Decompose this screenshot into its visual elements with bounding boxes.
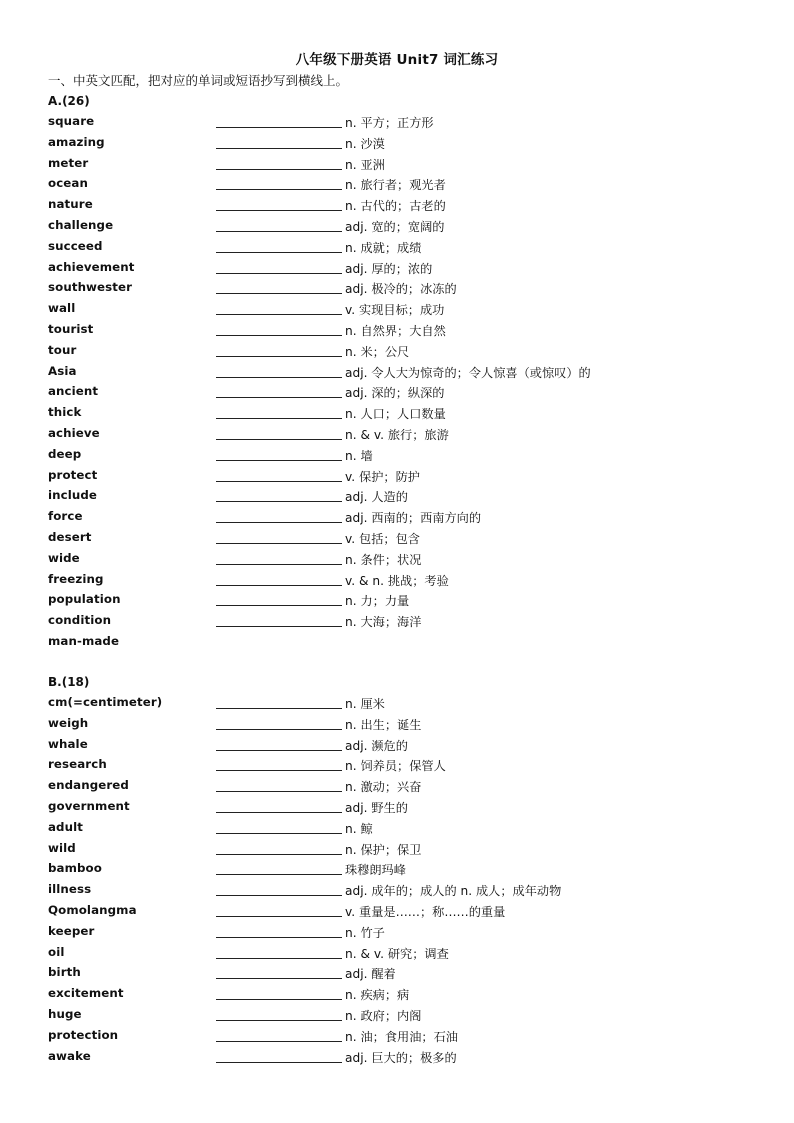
answer-blank[interactable]: [216, 585, 342, 586]
answer-blank[interactable]: [216, 812, 342, 813]
vocab-word: illness: [48, 882, 92, 897]
answer-blank[interactable]: [216, 564, 342, 565]
answer-blank[interactable]: [216, 750, 342, 751]
answer-blank[interactable]: [216, 1020, 342, 1021]
vocab-meaning: adj. 极冷的；冰冻的: [345, 282, 457, 297]
vocab-word: condition: [48, 613, 112, 628]
answer-blank[interactable]: [216, 169, 342, 170]
answer-blank[interactable]: [216, 626, 342, 627]
vocab-word: include: [48, 488, 98, 503]
vocab-word: protect: [48, 467, 98, 482]
vocab-row: [48, 861, 768, 882]
vocab-word: protection: [48, 1027, 119, 1042]
vocab-word: oil: [48, 944, 65, 959]
vocab-word: succeed: [48, 238, 103, 253]
vocab-word: challenge: [48, 218, 114, 232]
vocab-meaning: n. 沙漠: [345, 136, 385, 151]
vocab-row: [48, 737, 768, 758]
vocab-meaning: adj. 深的；纵深的: [345, 386, 445, 401]
vocab-meaning: n. 政府；内阁: [345, 1009, 422, 1023]
vocab-meaning: adj. 野生的: [345, 801, 408, 815]
vocab-row: [48, 1049, 768, 1070]
vocab-row: [48, 239, 768, 260]
vocab-meaning: adj. 西南的；西南方向的: [345, 511, 482, 526]
vocab-word: Qomolangma: [48, 903, 137, 917]
vocab-row: [48, 384, 768, 405]
vocab-word: tourist: [48, 322, 94, 336]
answer-blank[interactable]: [216, 854, 342, 855]
answer-blank[interactable]: [216, 874, 342, 875]
answer-blank[interactable]: [216, 522, 342, 523]
vocab-meaning: n. 人口；人口数量: [345, 407, 446, 422]
vocab-meaning: n. 出生；诞生: [345, 717, 422, 732]
vocab-word: awake: [48, 1048, 91, 1063]
vocab-word: population: [48, 592, 121, 607]
vocab-word: excitement: [48, 986, 124, 1001]
vocab-row: [48, 114, 768, 135]
vocab-row: [48, 1007, 768, 1028]
vocab-meaning: n. & v. 旅行；旅游: [345, 428, 449, 442]
vocab-word: keeper: [48, 923, 95, 938]
answer-blank[interactable]: [216, 314, 342, 315]
vocab-meaning: n. 条件；状况: [345, 552, 422, 567]
vocab-meaning: n. 饲养员；保管人: [345, 759, 446, 774]
vocab-word: ocean: [48, 176, 88, 191]
answer-blank[interactable]: [216, 189, 342, 190]
answer-blank[interactable]: [216, 148, 342, 149]
answer-blank[interactable]: [216, 127, 342, 128]
vocab-row: [48, 903, 768, 924]
vocab-row: [48, 135, 768, 156]
vocab-word: cm(=centimeter): [48, 695, 163, 709]
vocab-word: huge: [48, 1007, 82, 1021]
vocab-meaning: v. 包括；包含: [345, 532, 420, 546]
vocab-meaning: adj. 宽的；宽阔的: [345, 220, 445, 234]
section-a-label: A.(26): [48, 94, 90, 108]
vocab-row: [48, 364, 768, 385]
vocab-word: man-made: [48, 634, 120, 648]
answer-blank[interactable]: [216, 833, 342, 834]
vocab-row: [48, 965, 768, 986]
vocab-meaning: n. 古代的；古老的: [345, 199, 446, 214]
answer-blank[interactable]: [216, 460, 342, 461]
vocab-meaning: n. 大海；海洋: [345, 615, 422, 630]
vocab-row: [48, 156, 768, 177]
vocab-word: tour: [48, 342, 77, 357]
answer-blank[interactable]: [216, 978, 342, 979]
vocab-meaning: n. 亚洲: [345, 157, 385, 172]
vocab-meaning: adj. 厚的；浓的: [345, 261, 433, 276]
vocab-meaning: n. 力；力量: [345, 594, 410, 609]
vocab-meaning: adj. 人造的: [345, 490, 408, 505]
vocab-word: bamboo: [48, 861, 102, 876]
vocab-row: [48, 695, 768, 716]
answer-blank[interactable]: [216, 210, 342, 211]
vocab-word: force: [48, 509, 83, 524]
vocab-row: [48, 757, 768, 778]
vocab-row: [48, 799, 768, 820]
vocab-word: wild: [48, 840, 76, 855]
vocab-meaning: n. 疾病；病: [345, 988, 410, 1003]
vocab-row: [48, 509, 768, 530]
answer-blank[interactable]: [216, 481, 342, 482]
vocab-row: [48, 176, 768, 197]
vocab-meaning: adj. 濒危的: [345, 738, 408, 753]
vocab-row: [48, 468, 768, 489]
answer-blank[interactable]: [216, 916, 342, 917]
vocab-meaning: n. 墙: [345, 448, 373, 463]
vocab-meaning: n. 米；公尺: [345, 344, 410, 359]
vocab-meaning: n. 成就；成绩: [345, 240, 422, 255]
answer-blank[interactable]: [216, 791, 342, 792]
vocab-row: [48, 592, 768, 613]
vocab-word: southwester: [48, 280, 133, 295]
answer-blank[interactable]: [216, 273, 342, 274]
vocab-row: [48, 572, 768, 593]
vocab-word: deep: [48, 446, 82, 461]
vocab-meaning: v. & n. 挑战；考验: [345, 573, 449, 588]
answer-blank[interactable]: [216, 1062, 342, 1063]
vocab-word: wall: [48, 301, 76, 316]
vocab-meaning: n. 旅行者；观光者: [345, 178, 446, 193]
vocab-meaning: adj. 醒着: [345, 967, 396, 982]
answer-blank[interactable]: [216, 937, 342, 938]
vocab-meaning: adj. 巨大的；极多的: [345, 1050, 457, 1065]
vocab-word: freezing: [48, 571, 104, 586]
vocab-meaning: adj. 成年的；成人的 n. 成人；成年动物: [345, 884, 562, 899]
vocab-word: meter: [48, 155, 89, 170]
vocab-meaning: n. 油；食用油；石油: [345, 1029, 458, 1044]
vocab-word: weigh: [48, 715, 89, 730]
vocab-meaning: n. 竹子: [345, 925, 385, 940]
vocab-row: [48, 924, 768, 945]
vocab-row: [48, 260, 768, 281]
vocab-row: [48, 613, 768, 634]
vocab-word: Asia: [48, 363, 77, 378]
answer-blank[interactable]: [216, 605, 342, 606]
vocab-row: [48, 218, 768, 239]
vocab-row: [48, 841, 768, 862]
vocab-row: [48, 343, 768, 364]
vocab-row: [48, 488, 768, 509]
vocab-meaning: adj. 令人大为惊奇的；令人惊喜（或惊叹）的: [345, 365, 591, 380]
vocab-row: [48, 716, 768, 737]
vocab-word: whale: [48, 736, 88, 751]
vocab-row: [48, 280, 768, 301]
vocab-row: [48, 551, 768, 572]
answer-blank[interactable]: [216, 501, 342, 502]
vocab-meaning: n. 保护；保卫: [345, 842, 422, 857]
vocab-word: achievement: [48, 259, 135, 274]
vocab-row: [48, 197, 768, 218]
answer-blank[interactable]: [216, 729, 342, 730]
vocab-word: nature: [48, 197, 93, 212]
answer-blank[interactable]: [216, 708, 342, 709]
vocab-row: [48, 1028, 768, 1049]
answer-blank[interactable]: [216, 1041, 342, 1042]
answer-blank[interactable]: [216, 999, 342, 1000]
answer-blank[interactable]: [216, 958, 342, 959]
vocab-word: research: [48, 757, 107, 772]
instruction-text: 一、中英文匹配，把对应的单词或短语抄写到横线上。: [48, 73, 349, 88]
vocab-word: birth: [48, 965, 81, 980]
vocab-meaning: n. 自然界；大自然: [345, 324, 446, 338]
vocab-meaning: n. & v. 研究；调查: [345, 946, 449, 961]
vocab-meaning: n. 平方；正方形: [345, 116, 434, 130]
vocab-row: [48, 986, 768, 1007]
answer-blank[interactable]: [216, 770, 342, 771]
vocab-row: [48, 405, 768, 426]
vocab-word: achieve: [48, 426, 100, 440]
vocab-word: adult: [48, 819, 83, 834]
section-b-label: B.(18): [48, 675, 90, 689]
vocab-meaning: 珠穆朗玛峰: [345, 863, 406, 878]
vocab-row: [48, 426, 768, 447]
vocab-word: amazing: [48, 134, 105, 149]
vocab-meaning: n. 激动；兴奋: [345, 780, 422, 795]
vocab-row: [48, 820, 768, 841]
vocab-row: [48, 447, 768, 468]
vocab-row: [48, 882, 768, 903]
answer-blank[interactable]: [216, 418, 342, 419]
answer-blank[interactable]: [216, 895, 342, 896]
answer-blank[interactable]: [216, 377, 342, 378]
vocab-word: wide: [48, 550, 80, 565]
answer-blank[interactable]: [216, 231, 342, 232]
page-title: 八年级下册英语 Unit7 词汇练习: [295, 52, 499, 68]
vocab-row: [48, 530, 768, 551]
answer-blank[interactable]: [216, 397, 342, 398]
answer-blank[interactable]: [216, 293, 342, 294]
vocab-word: government: [48, 799, 130, 813]
answer-blank[interactable]: [216, 439, 342, 440]
vocab-meaning: n. 鲸: [345, 821, 373, 836]
vocab-meaning: v. 保护；防护: [345, 469, 420, 484]
vocab-row: [48, 945, 768, 966]
vocab-row: [48, 778, 768, 799]
vocab-word: endangered: [48, 778, 129, 793]
answer-blank[interactable]: [216, 335, 342, 336]
vocab-word: desert: [48, 530, 92, 544]
vocab-meaning: v. 实现目标；成功: [345, 303, 445, 318]
vocab-word: ancient: [48, 384, 99, 399]
vocab-word: thick: [48, 405, 82, 420]
vocab-word: square: [48, 114, 95, 128]
vocab-row: [48, 322, 768, 343]
answer-blank[interactable]: [216, 543, 342, 544]
vocab-row: [48, 634, 768, 655]
answer-blank[interactable]: [216, 356, 342, 357]
answer-blank[interactable]: [216, 252, 342, 253]
vocab-row: [48, 301, 768, 322]
vocab-meaning: n. 厘米: [345, 697, 385, 711]
vocab-meaning: v. 重量是……；称……的重量: [345, 905, 506, 919]
